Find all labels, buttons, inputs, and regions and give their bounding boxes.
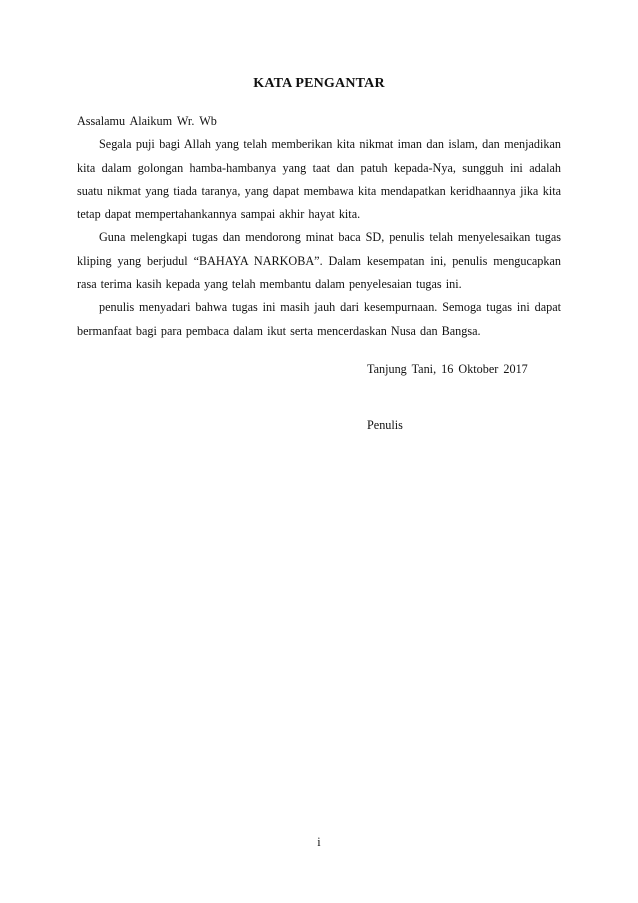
paragraph-2: Guna melengkapi tugas dan mendorong minat baca SD, penulis telah menyelesaikan tugas kliping yang berjudul “BAHAYA NARKOBA”. Dalam kesempatan ini, penulis mengucapkan rasa terima kasih kepada yang telah membantu dalam penyelesaian tugas ini. <box>77 230 561 292</box>
paragraph-3: penulis menyadari bahwa tugas ini masih jauh dari kesempurnaan. Semoga tugas ini dapat bermanfaat bagi para pembaca dalam ikut serta mencerdaskan Nusa dan Bangsa. <box>77 300 561 338</box>
place-date: Tanjung Tani, 16 Oktober 2017 <box>367 362 528 376</box>
document-body <box>77 110 561 343</box>
signer: Penulis <box>367 418 403 432</box>
paragraph-1: Segala puji bagi Allah yang telah memberikan kita nikmat iman dan islam, dan menjadikan kita dalam golongan hamba-hambanya yang taat dan patuh kepada-Nya, sungguh ini adalah suatu nikmat yang tiada taranya, yang dapat membawa kita mendapatkan keridhaannya jika kita tetap dapat mempertahankannya sampai akhir hayat kita. <box>77 137 561 222</box>
document-title: KATA PENGANTAR <box>253 76 385 91</box>
page-number: i <box>317 835 321 849</box>
greeting: Assalamu Alaikum Wr. Wb <box>77 114 217 128</box>
